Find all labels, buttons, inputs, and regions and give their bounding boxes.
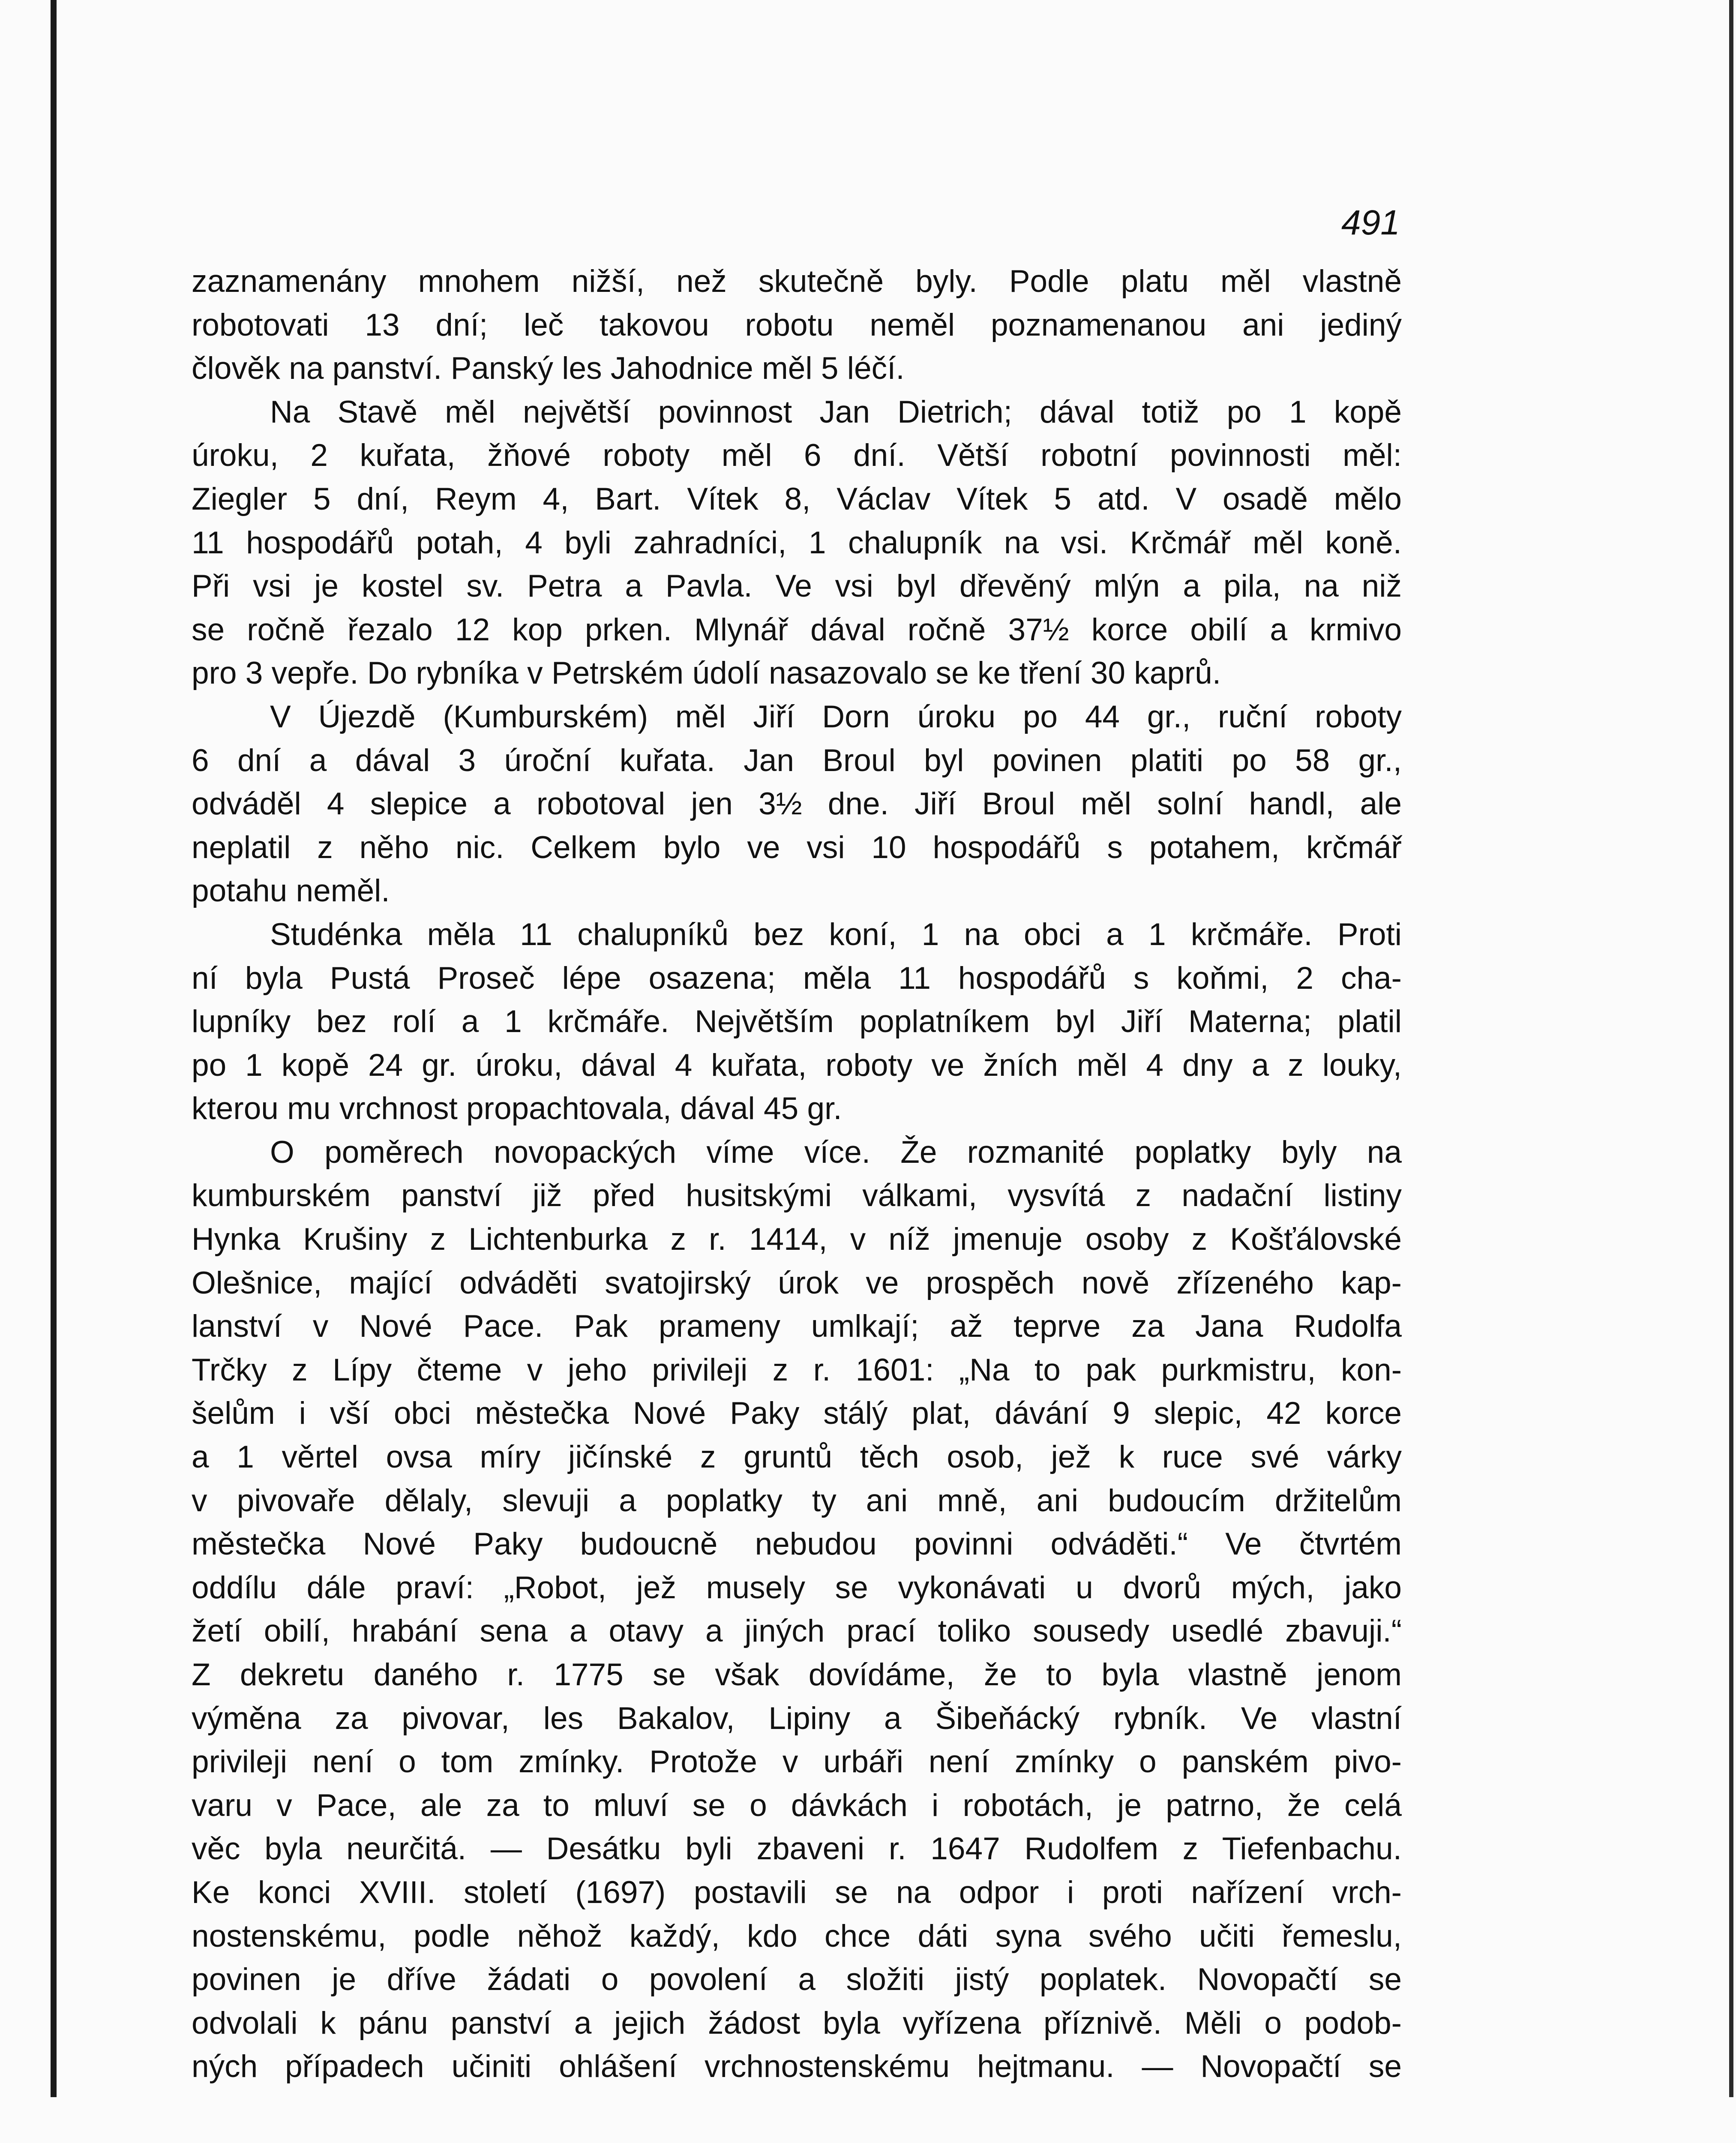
- text-line: 6 dní a dával 3 úroční kuřata. Jan Broul byl povinen platiti po 58 gr.,: [192, 743, 1402, 778]
- text-line: městečka Nové Paky budoucně nebudou povinni odváděti.“ Ve čtvrtém: [192, 1527, 1402, 1562]
- scan-right-edge: [1729, 0, 1733, 2097]
- text-line: V Újezdě (Kumburském) měl Jiří Dorn úroku po 44 gr., ruční roboty: [270, 699, 1402, 734]
- text-line: věc byla neurčitá. — Desátku byli zbaveni r. 1647 Rudolfem z Tiefenbachu.: [192, 1831, 1402, 1867]
- page-number: 491: [1341, 203, 1400, 242]
- text-line: Trčky z Lípy čteme v jeho privileji z r. 1601: „Na to pak purkmistru, kon-: [192, 1352, 1402, 1387]
- text-line: ní byla Pustá Proseč lépe osazena; měla 11 hospodářů s koňmi, 2 cha-: [192, 960, 1402, 996]
- text-line: Olešnice, mající odváděti svatojirský úrok ve prospěch nově zřízeného kap-: [192, 1265, 1402, 1300]
- text-line: výměna za pivovar, les Bakalov, Lipiny a Šibeňácký rybník. Ve vlastní: [192, 1701, 1402, 1736]
- scan-left-edge: [51, 0, 57, 2097]
- text-line: lupníky bez rolí a 1 krčmáře. Největším poplatníkem byl Jiří Materna; platil: [192, 1004, 1402, 1039]
- text-line: Studénka měla 11 chalupníků bez koní, 1 na obci a 1 krčmáře. Proti: [270, 917, 1402, 952]
- text-line: úroku, 2 kuřata, žňové roboty měl 6 dní. Větší robotní povinnosti měl:: [192, 438, 1402, 473]
- text-line: potahu neměl.: [192, 873, 390, 909]
- text-line: Z dekretu daného r. 1775 se však dovídáme, že to byla vlastně jenom: [192, 1657, 1402, 1692]
- text-line: Na Stavě měl největší povinnost Jan Dietrich; dával totiž po 1 kopě: [270, 394, 1402, 429]
- text-line: šelům i vší obci městečka Nové Paky stálý plat, dávání 9 slepic, 42 korce: [192, 1396, 1402, 1431]
- text-line: člověk na panství. Panský les Jahodnice měl 5 léčí.: [192, 351, 905, 386]
- text-line: se ročně řezalo 12 kop prken. Mlynář dával ročně 37½ korce obilí a krmivo: [192, 612, 1402, 647]
- text-line: odváděl 4 slepice a robotoval jen 3½ dne. Jiří Broul měl solní handl, ale: [192, 786, 1402, 822]
- text-line: Hynka Krušiny z Lichtenburka z r. 1414, v níž jmenuje osoby z Košťálovské: [192, 1222, 1402, 1257]
- text-line: O poměrech novopackých víme více. Že rozmanité poplatky byly na: [270, 1135, 1402, 1170]
- text-line: zaznamenány mnohem nižší, než skutečně byly. Podle platu měl vlastně: [192, 264, 1402, 299]
- text-line: varu v Pace, ale za to mluví se o dávkách i robotách, je patrno, že celá: [192, 1788, 1402, 1823]
- text-line: privileji není o tom zmínky. Protože v urbáři není zmínky o panském pivo-: [192, 1744, 1402, 1780]
- text-line: 11 hospodářů potah, 4 byli zahradníci, 1 chalupník na vsi. Krčmář měl koně.: [192, 525, 1402, 560]
- text-line: pro 3 vepře. Do rybníka v Petrském údolí nasazovalo se ke tření 30 kaprů.: [192, 656, 1221, 691]
- text-line: kumburském panství již před husitskými válkami, vysvítá z nadační listiny: [192, 1178, 1402, 1213]
- text-line: robotovati 13 dní; leč takovou robotu neměl poznamenanou ani jediný: [192, 307, 1402, 342]
- text-line: povinen je dříve žádati o povolení a složiti jistý poplatek. Novopačtí se: [192, 1962, 1402, 1997]
- text-line: v pivovaře dělaly, slevuji a poplatky ty ani mně, ani budoucím držitelům: [192, 1483, 1402, 1518]
- body-text: [192, 260, 1402, 2089]
- text-line: a 1 věrtel ovsa míry jičínské z gruntů těch osob, jež k ruce své várky: [192, 1440, 1402, 1475]
- text-line: kterou mu vrchnost propachtovala, dával 45 gr.: [192, 1091, 842, 1126]
- text-line: ných případech učiniti ohlášení vrchnostenskému hejtmanu. — Novopačtí se: [192, 2049, 1402, 2084]
- text-line: žetí obilí, hrabání sena a otavy a jiných prací toliko sousedy usedlé zbavuji.“: [192, 1614, 1402, 1649]
- text-line: Ke konci XVIII. století (1697) postavili se na odpor i proti nařízení vrch-: [192, 1875, 1402, 1910]
- text-line: lanství v Nové Pace. Pak prameny umlkají; až teprve za Jana Rudolfa: [192, 1309, 1402, 1344]
- text-line: oddílu dále praví: „Robot, jež musely se vykonávati u dvorů mých, jako: [192, 1570, 1402, 1605]
- text-line: Ziegler 5 dní, Reym 4, Bart. Vítek 8, Václav Vítek 5 atd. V osadě mělo: [192, 481, 1402, 516]
- text-line: nostenskému, podle něhož každý, kdo chce dáti syna svého učiti řemeslu,: [192, 1918, 1402, 1954]
- text-line: odvolali k pánu panství a jejich žádost byla vyřízena příznivě. Měli o podob-: [192, 2005, 1402, 2041]
- text-line: po 1 kopě 24 gr. úroku, dával 4 kuřata, roboty ve žních měl 4 dny a z louky,: [192, 1047, 1402, 1083]
- text-line: neplatil z něho nic. Celkem bylo ve vsi 10 hospodářů s potahem, krčmář: [192, 830, 1402, 865]
- text-line: Při vsi je kostel sv. Petra a Pavla. Ve vsi byl dřevěný mlýn a pila, na niž: [192, 569, 1402, 604]
